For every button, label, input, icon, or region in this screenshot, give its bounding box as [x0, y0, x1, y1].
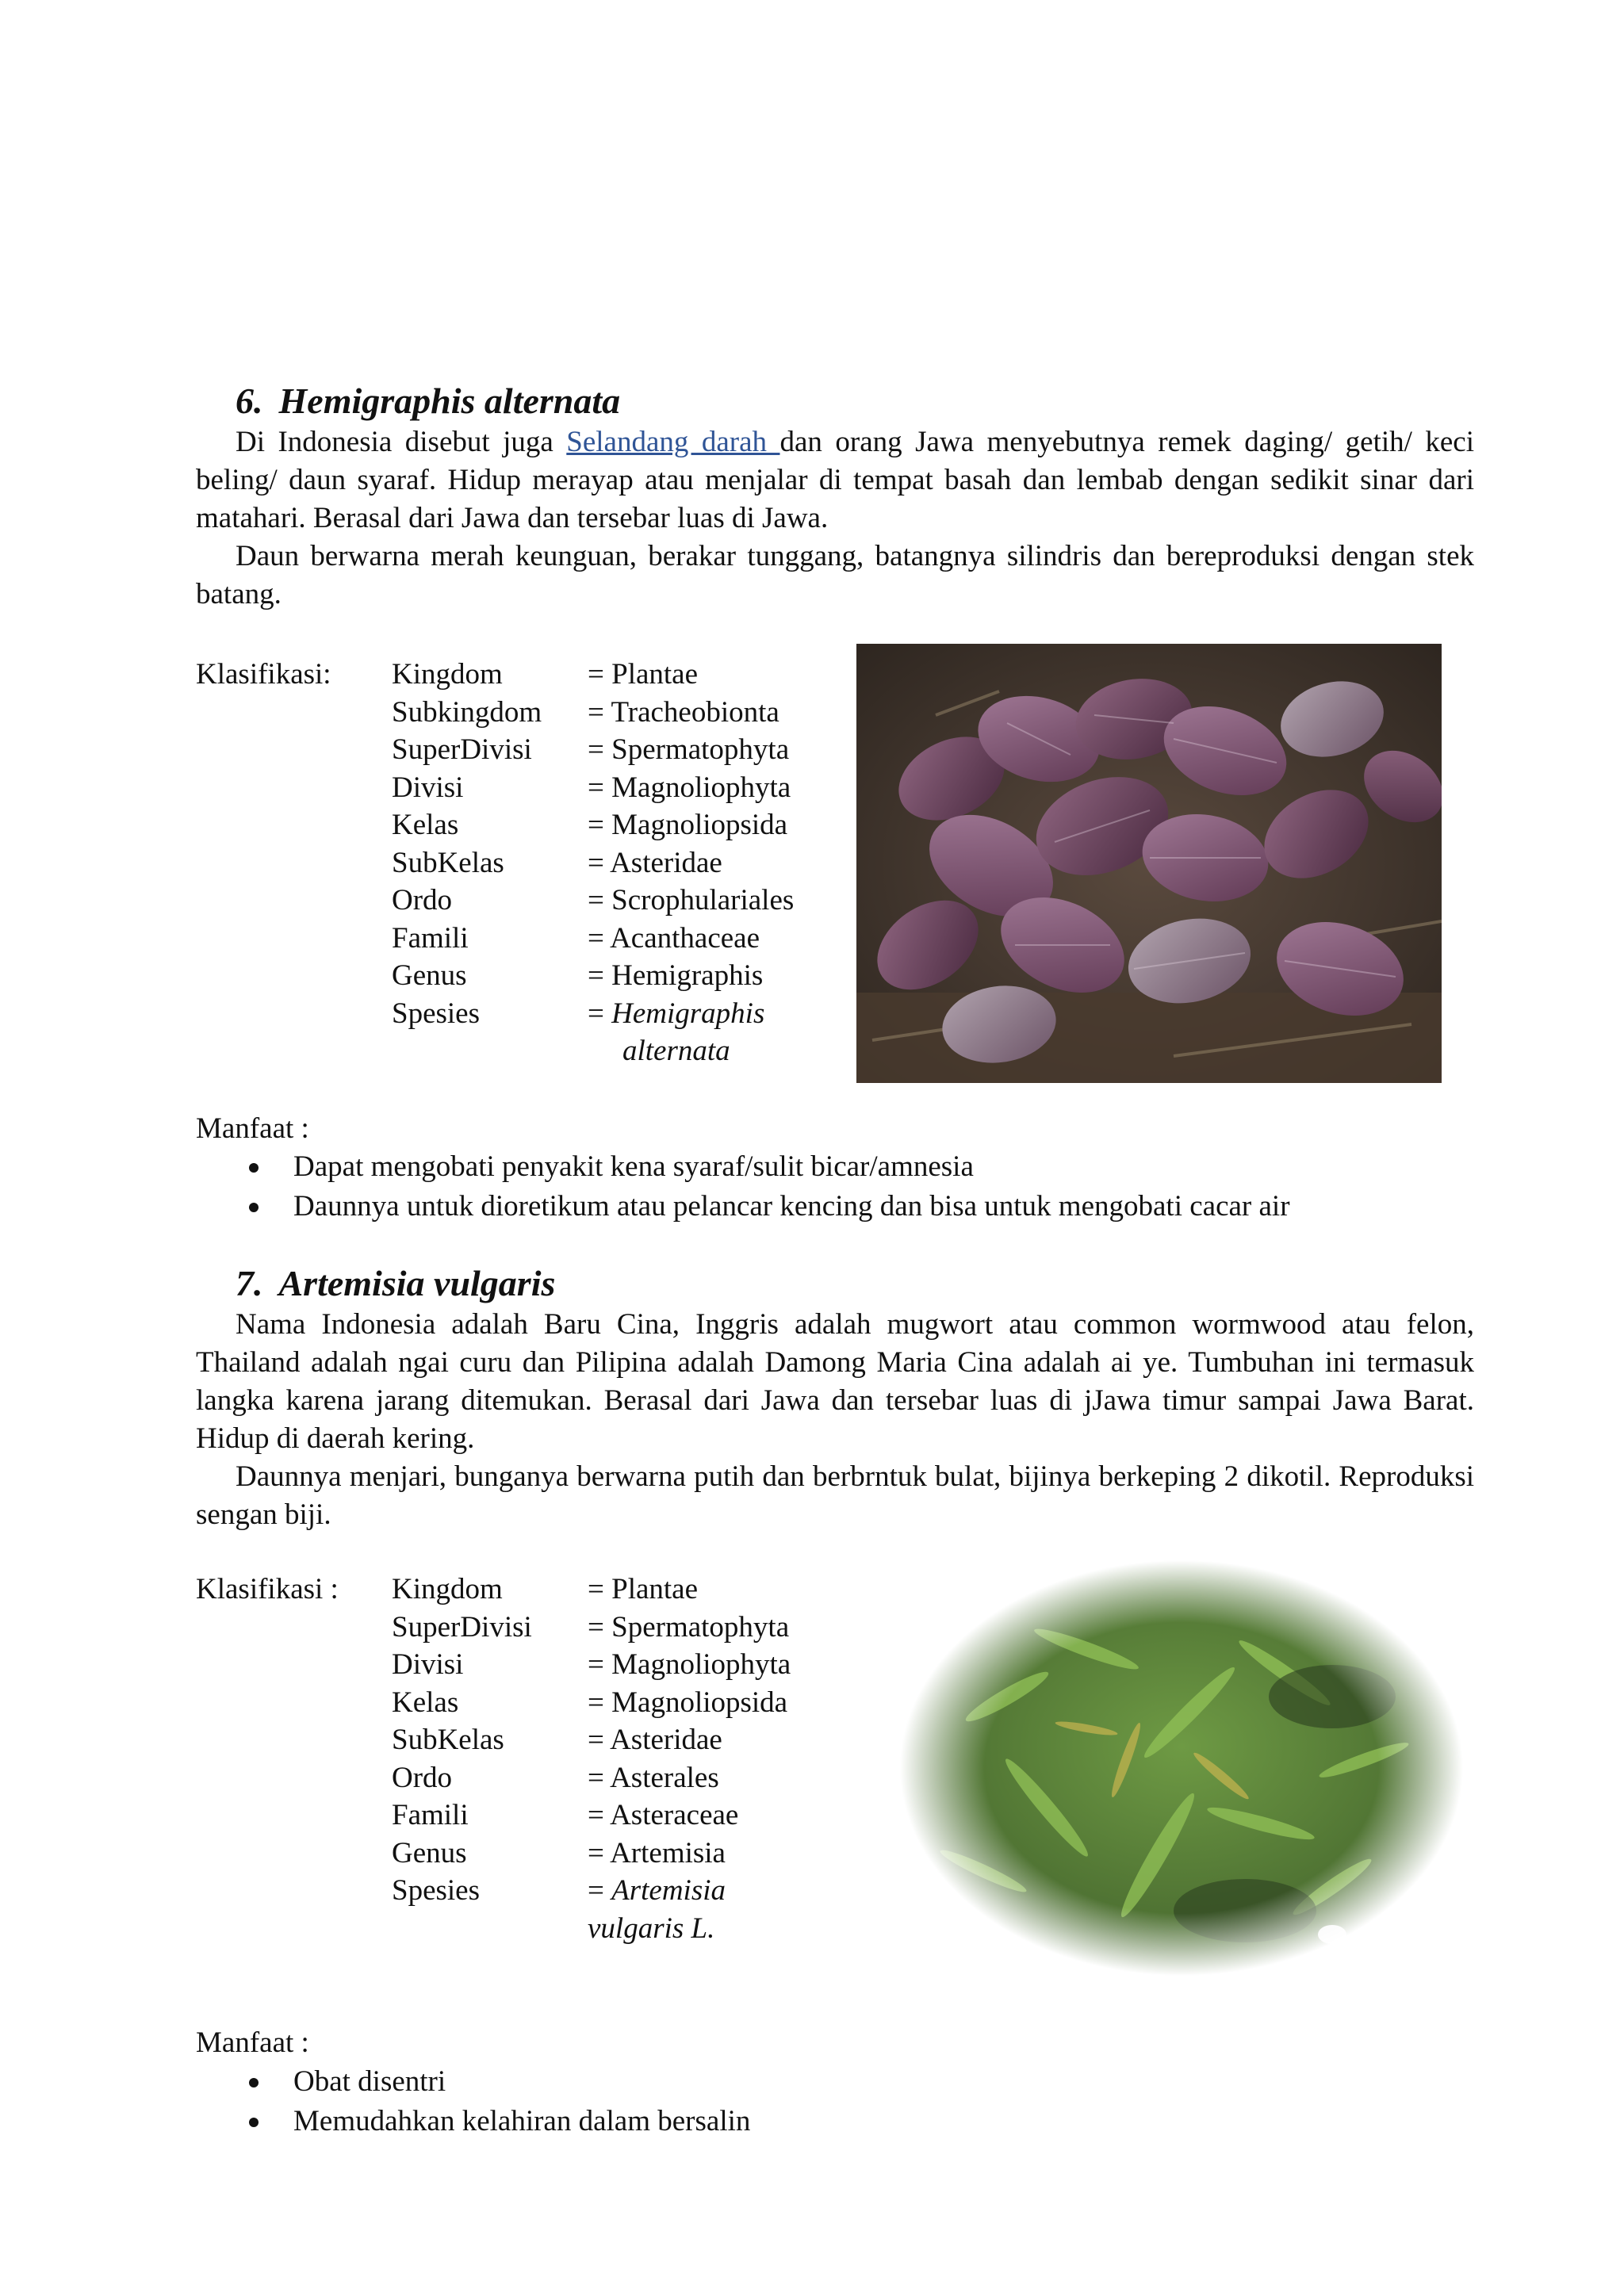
klasifikasi-row	[392, 1835, 791, 1873]
klasifikasi-row	[392, 957, 794, 995]
klasifikasi-key: Kingdom	[392, 658, 503, 691]
klasifikasi-table	[392, 656, 794, 1070]
klasifikasi-row	[392, 1797, 791, 1835]
klasifikasi-row	[392, 1759, 791, 1797]
klasifikasi-key: Divisi	[392, 1648, 464, 1681]
equals-sign: =	[588, 997, 612, 1030]
klasifikasi-key: SubKelas	[392, 1724, 504, 1756]
klasifikasi-key: SuperDivisi	[392, 733, 532, 766]
klasifikasi-row	[392, 1646, 791, 1684]
klasifikasi-row	[392, 656, 794, 694]
klasifikasi-key: Divisi	[392, 771, 464, 804]
klasifikasi-value: = Magnoliopsida	[588, 809, 788, 841]
klasifikasi-key: Ordo	[392, 884, 453, 916]
klasifikasi-value: = Scrophulariales	[588, 884, 795, 916]
klasifikasi-value	[588, 995, 764, 1033]
manfaat-list	[196, 1147, 1290, 1226]
klasifikasi-value: = Magnoliopsida	[588, 1686, 788, 1719]
equals-sign: =	[588, 1874, 612, 1907]
manfaat-item: Daunnya untuk dioretikum atau pelancar kencing dan bisa untuk mengobati cacar air	[196, 1187, 1290, 1226]
klasifikasi-row	[392, 731, 794, 769]
section-hemigraphis	[196, 379, 1474, 614]
description-paragraph: Daunnya menjari, bunganya berwarna putih dan berbrntuk bulat, bijinya berkeping 2 dikotil. Reproduksi sengan biji.	[196, 1460, 1474, 1531]
klasifikasi-key: Genus	[392, 1836, 467, 1869]
klasifikasi-key: Spesies	[392, 1874, 480, 1907]
klasifikasi-row	[392, 1609, 791, 1647]
klasifikasi-value: = Magnoliophyta	[588, 1648, 791, 1681]
klasifikasi-label: Klasifikasi:	[196, 658, 331, 691]
paragraph-text: Di Indonesia disebut juga	[236, 426, 567, 458]
klasifikasi-row	[392, 694, 794, 732]
klasifikasi-row-spesies	[392, 995, 794, 1033]
klasifikasi-row	[392, 1721, 791, 1759]
klasifikasi-key: Genus	[392, 959, 467, 992]
klasifikasi-value: = Plantae	[588, 658, 699, 691]
klasifikasi-key: Ordo	[392, 1761, 453, 1794]
species-name-line2: alternata	[622, 1035, 730, 1067]
section-title-text: Hemigraphis alternata	[278, 381, 621, 421]
klasifikasi-row	[392, 1571, 791, 1609]
species-name-line1: Artemisia	[611, 1874, 726, 1907]
klasifikasi-value: = Asteraceae	[588, 1799, 739, 1831]
klasifikasi-key: Kelas	[392, 809, 459, 841]
section-artemisia	[196, 1261, 1474, 1534]
klasifikasi-value: = Plantae	[588, 1573, 699, 1605]
klasifikasi-key: Subkingdom	[392, 695, 542, 729]
manfaat-item: Memudahkan kelahiran dalam bersalin	[196, 2102, 750, 2141]
klasifikasi-key-empty	[392, 1032, 588, 1070]
selandang-darah-link[interactable]: Selandang darah	[566, 426, 780, 458]
description-paragraph	[196, 423, 1474, 538]
klasifikasi-value: = Tracheobionta	[588, 695, 779, 729]
klasifikasi-key: Kelas	[392, 1686, 459, 1719]
klasifikasi-key: Spesies	[392, 997, 480, 1030]
klasifikasi-key-empty	[392, 1910, 588, 1948]
klasifikasi-value: = Hemigraphis	[588, 959, 764, 992]
klasifikasi-row	[392, 1684, 791, 1722]
klasifikasi-value: = Artemisia	[588, 1836, 726, 1869]
section-number: 7.	[236, 1263, 263, 1303]
klasifikasi-row-spesies-cont	[392, 1032, 794, 1070]
klasifikasi-value: = Acanthaceae	[588, 921, 760, 955]
klasifikasi-key: SuperDivisi	[392, 1610, 532, 1644]
manfaat-label: Manfaat :	[196, 2026, 309, 2059]
klasifikasi-key: Kingdom	[392, 1573, 503, 1605]
manfaat-label: Manfaat :	[196, 1112, 309, 1145]
klasifikasi-row	[392, 806, 794, 844]
artemisia-photo	[888, 1554, 1475, 1982]
klasifikasi-row	[392, 769, 794, 807]
paragraph-text: dan orang Jawa menyebutnya remek daging/ getih/ keci beling/ daun syaraf. Hidup merayap atau menjalar di tempat basah dan lembab dengan sedikit sinar dari matahari. Berasal dari Jawa dan tersebar luas di Jawa.	[196, 426, 1474, 534]
klasifikasi-row	[392, 920, 794, 958]
section-title-text: Artemisia vulgaris	[278, 1263, 556, 1303]
section-title	[196, 1261, 1474, 1306]
klasifikasi-value: = Spermatophyta	[588, 733, 790, 766]
klasifikasi-value	[588, 1872, 726, 1910]
klasifikasi-value: = Spermatophyta	[588, 1610, 790, 1644]
klasifikasi-key: Famili	[392, 1799, 469, 1831]
klasifikasi-row	[392, 844, 794, 882]
klasifikasi-value: = Asteridae	[588, 1724, 722, 1756]
klasifikasi-table	[392, 1571, 791, 1947]
species-name-line1: Hemigraphis	[611, 997, 765, 1030]
klasifikasi-key: Famili	[392, 921, 469, 955]
manfaat-item: Obat disentri	[196, 2062, 750, 2102]
manfaat-list	[196, 2062, 750, 2141]
klasifikasi-key: SubKelas	[392, 846, 504, 879]
description-paragraph: Daun berwarna merah keunguan, berakar tunggang, batangnya silindris dan bereproduksi dengan stek batang.	[196, 540, 1474, 610]
section-title	[196, 379, 1474, 423]
manfaat-item: Dapat mengobati penyakit kena syaraf/sulit bicar/amnesia	[196, 1147, 1290, 1187]
species-name-line2: vulgaris L.	[588, 1911, 715, 1945]
hemigraphis-photo	[856, 644, 1442, 1083]
klasifikasi-value: = Magnoliophyta	[588, 771, 791, 804]
section-number: 6.	[236, 381, 263, 421]
klasifikasi-value: = Asteridae	[588, 846, 722, 879]
klasifikasi-row	[392, 882, 794, 920]
klasifikasi-value: = Asterales	[588, 1761, 719, 1794]
description-paragraph: Nama Indonesia adalah Baru Cina, Inggris adalah mugwort atau common wormwood atau felon, Thailand adalah ngai curu dan Pilipina adalah Damong Maria Cina adalah ai ye. Tumbuhan ini termasuk langka karena jarang ditemukan. Berasal dari Jawa dan tersebar luas di jJawa timur sampai Jawa Barat. Hidup di daerah kering.	[196, 1308, 1474, 1455]
klasifikasi-row-spesies	[392, 1872, 791, 1910]
klasifikasi-row-spesies-cont	[392, 1910, 791, 1948]
klasifikasi-label: Klasifikasi :	[196, 1573, 339, 1605]
